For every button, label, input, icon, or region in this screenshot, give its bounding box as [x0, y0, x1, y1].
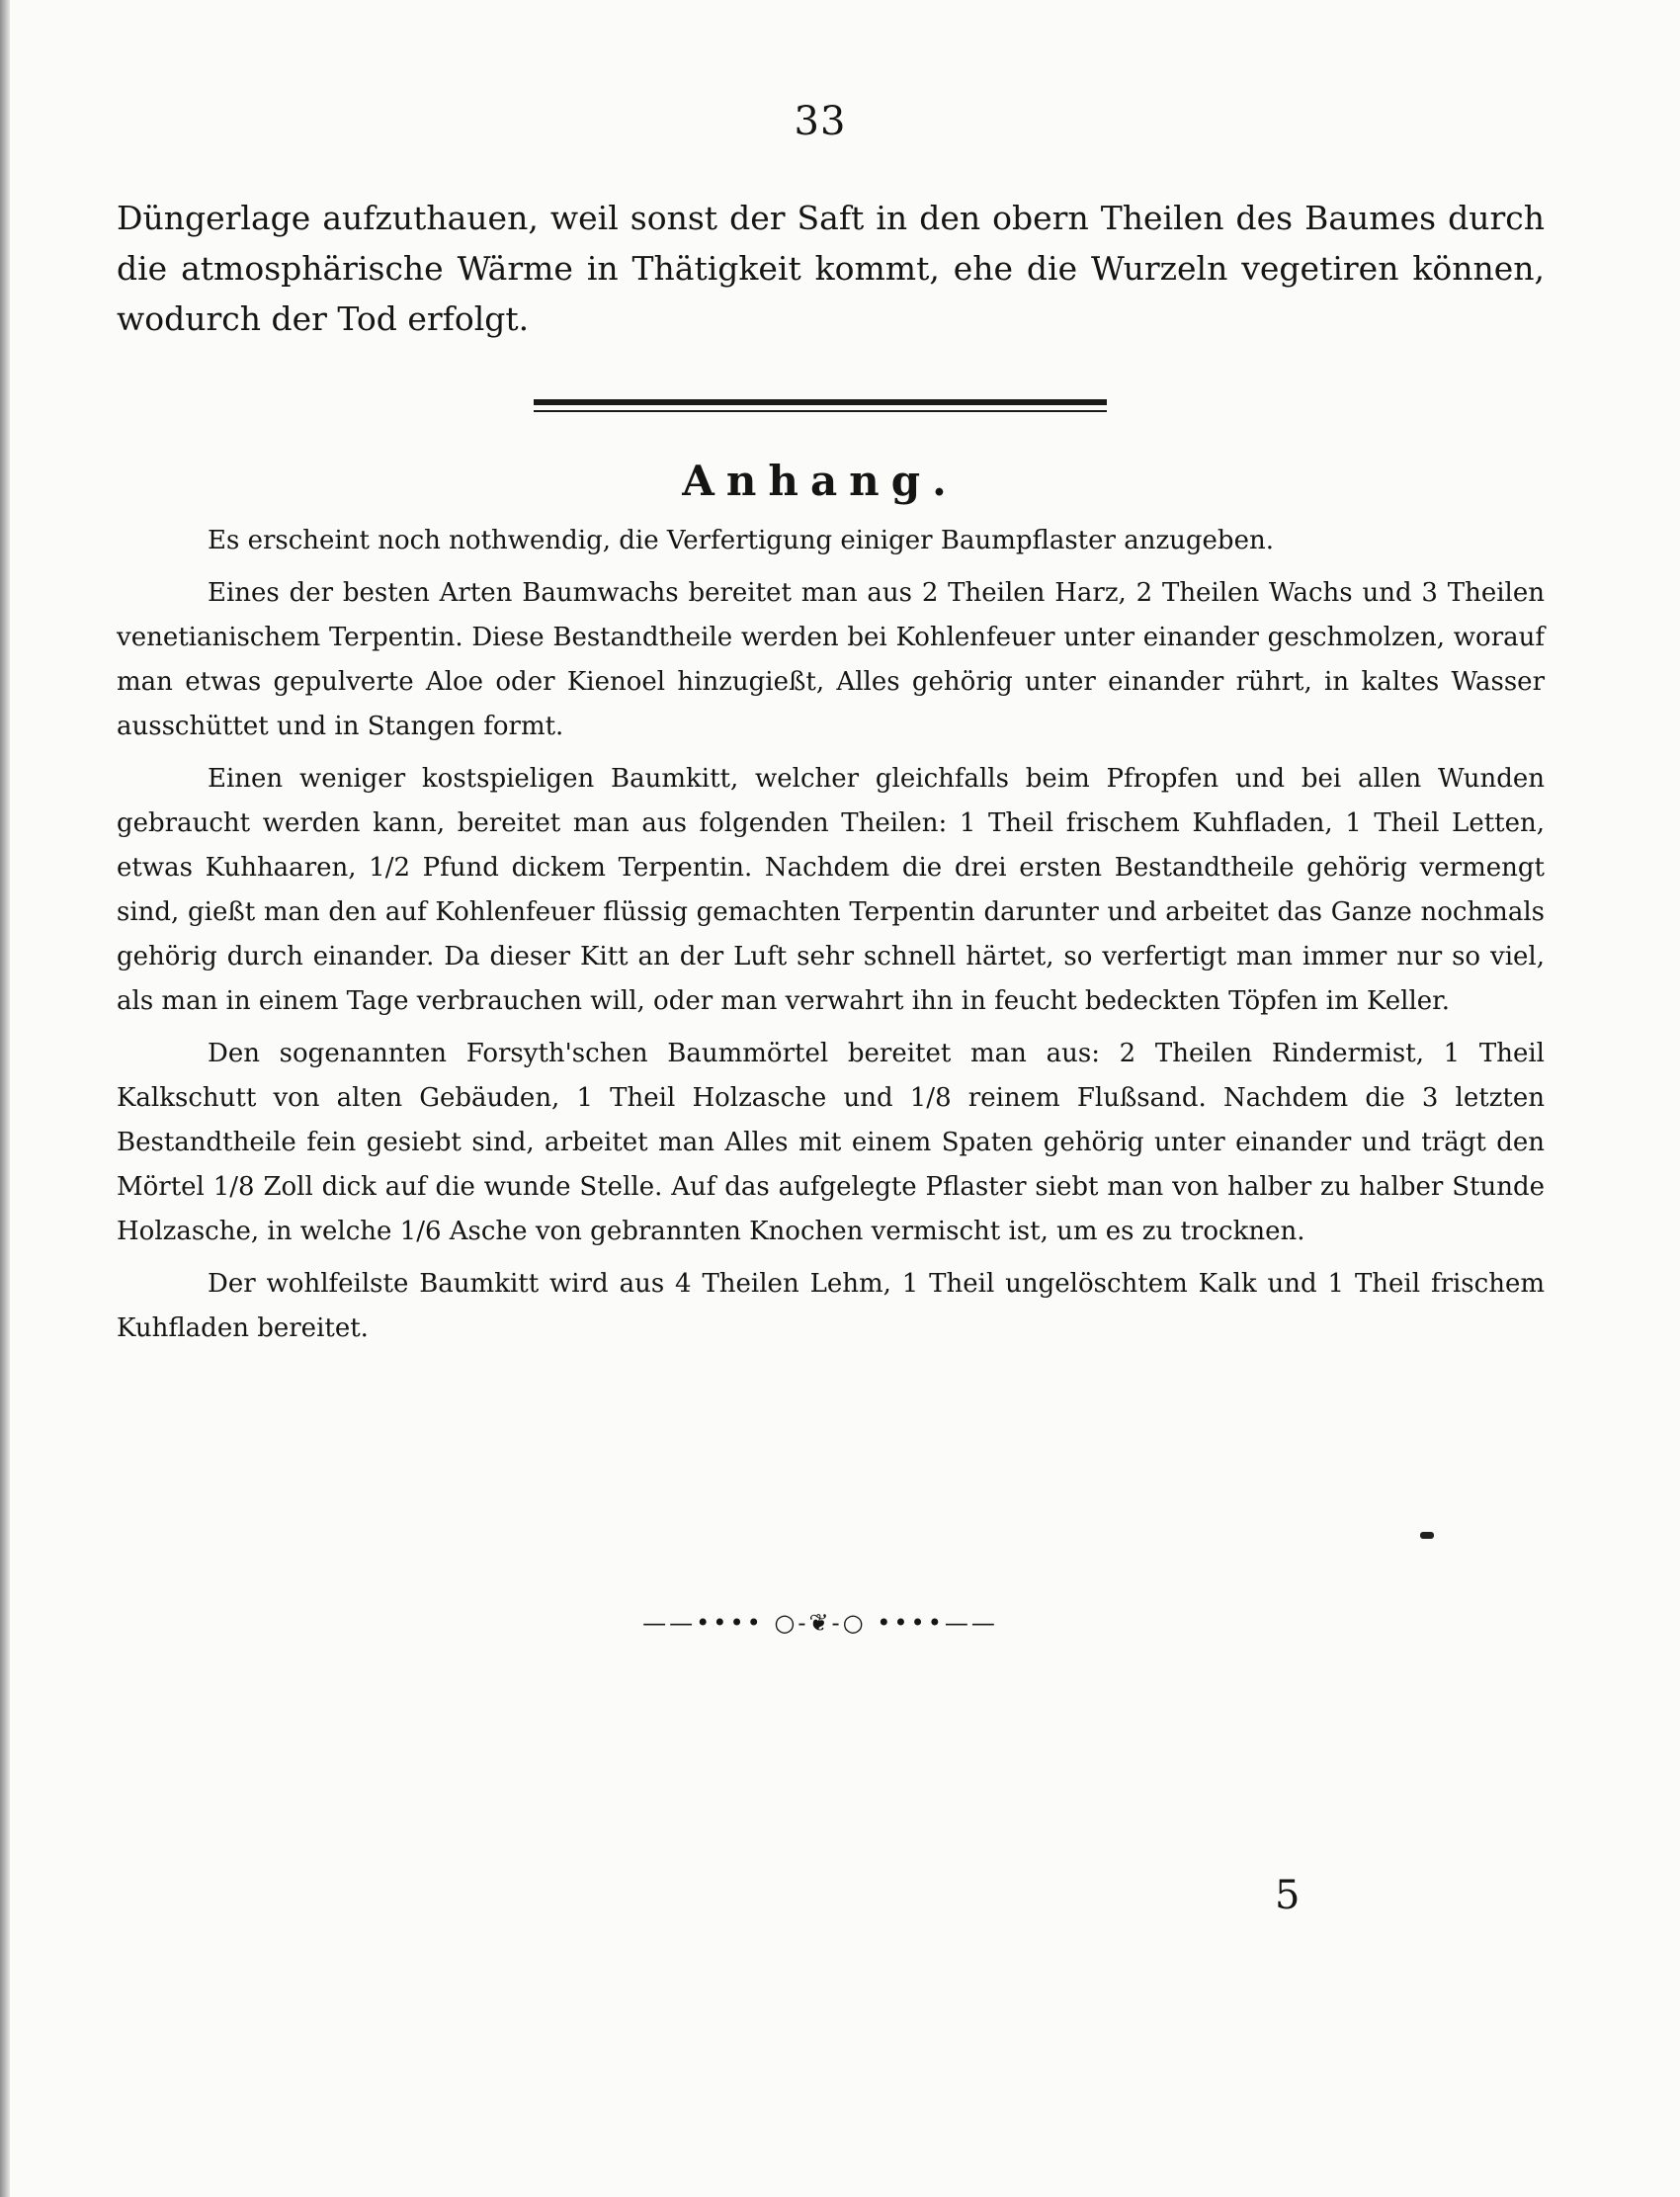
ink-speck [1420, 1532, 1434, 1539]
section-divider-thick [534, 399, 1107, 405]
appendix-paragraph-3: Einen weniger kostspieligen Baumkitt, welcher gleichfalls beim Pfropfen und bei allen Wunden gebraucht werden kann, bereitet man aus folgenden Theilen: 1 Theil frischem Kuhfladen, 1 Theil Letten, etwas Kuhhaaren, 1/2 Pfund dickem Terpentin. Nachdem die drei ersten Bestandtheile gehörig vermengt sind, gießt man den auf Kohlenfeuer flüssig gemachten Terpentin darunter und arbeitet das Ganze nochmals gehörig durch einander. Da dieser Kitt an der Luft sehr schnell härtet, so verfertigt man immer nur so viel, als man in einem Tage verbrauchen will, oder man verwahrt ihn in feucht bedeckten Töpfen im Keller. [117, 764, 1545, 1016]
appendix-paragraph-4: Den sogenannten Forsyth'schen Baummörtel bereitet man aus: 2 Theilen Rindermist, 1 Theil Kalkschutt von alten Gebäuden, 1 Theil Holzasche und 1/8 reinem Flußsand. Nachdem die 3 letzten Bestandtheile fein gesiebt sind, arbeitet man Alles mit einem Spaten gehörig unter einander und trägt den Mörtel 1/8 Zoll dick auf die wunde Stelle. Auf das aufgelegte Pflaster siebt man von halber zu halber Stunde Holzasche, in welche 1/6 Asche von gebrannten Knochen vermischt ist, um es zu trocknen. [117, 1039, 1545, 1246]
page-edge-shadow [0, 0, 10, 2197]
appendix-paragraph-5: Der wohlfeilste Baumkitt wird aus 4 Theilen Lehm, 1 Theil ungelöschtem Kalk und 1 Theil frischem Kuhfladen bereitet. [117, 1269, 1545, 1343]
end-ornament: ——•••• ○-❦-○ ••••—— [642, 1609, 998, 1637]
appendix-paragraph-1: Es erscheint noch nothwendig, die Verfertigung einiger Baumpflaster anzugeben. [208, 526, 1274, 555]
section-divider-thin [534, 410, 1107, 412]
intro-paragraph-container [117, 193, 1545, 344]
sheet-number: 5 [1275, 1873, 1301, 1918]
intro-paragraph: Düngerlage aufzuthauen, weil sonst der Saft in den obern Theilen des Baumes durch die atmosphärische Wärme in Thätigkeit kommt, ehe die Wurzeln vegetiren können, wodurch der Tod erfolgt. [117, 199, 1545, 338]
appendix-paragraph-2: Eines der besten Arten Baumwachs bereitet man aus 2 Theilen Harz, 2 Theilen Wachs und 3 Theilen venetianischem Terpentin. Diese Bestandtheile werden bei Kohlenfeuer unter einander geschmolzen, worauf man etwas gepulverte Aloe oder Kienoel hinzugießt, Alles gehörig unter einander rührt, in kaltes Wasser ausschüttet und in Stangen formt. [117, 578, 1545, 741]
appendix-text [117, 519, 1545, 1359]
page-number: 33 [794, 99, 847, 144]
section-heading: Anhang. [682, 457, 959, 505]
